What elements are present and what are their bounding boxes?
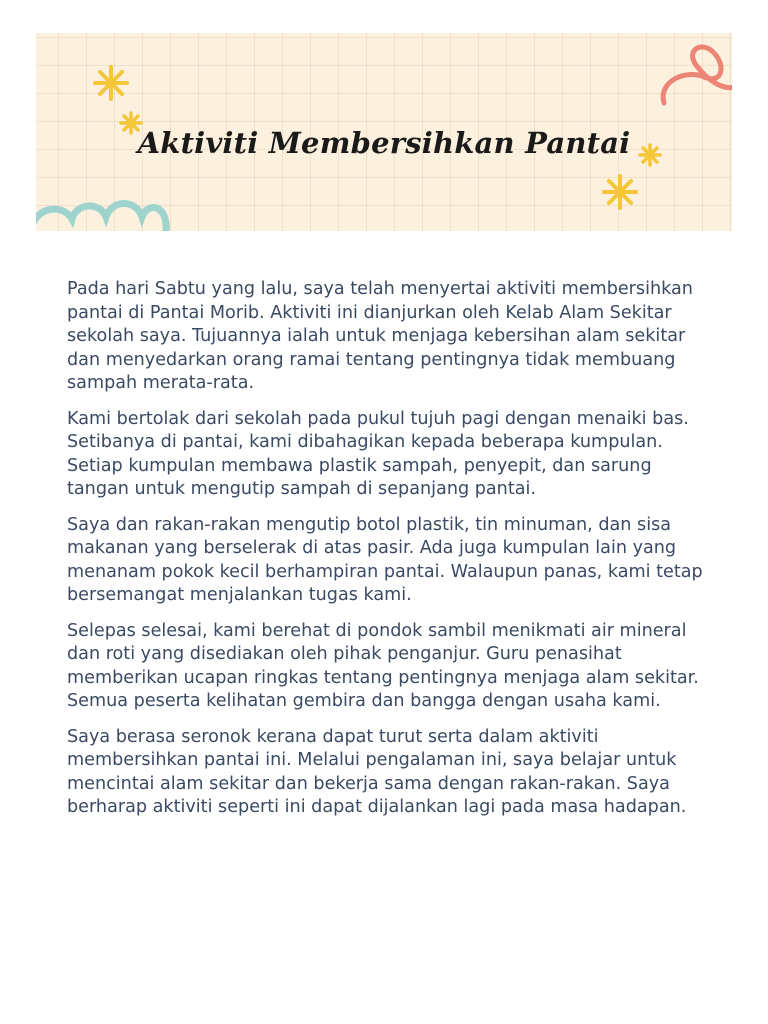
teal-squiggle-icon (36, 204, 166, 232)
paragraph: Pada hari Sabtu yang lalu, saya telah menyertai aktiviti membersihkan pantai di Pantai Morib. Aktiviti ini dianjurkan oleh Kelab Alam Sekitar sekolah saya. Tujuannya ialah untuk menjaga kebersihan alam sekitar dan menyedarkan orang ramai tentang pentingnya tidak membuang sampah merata-rata. (67, 279, 693, 393)
paragraph: Kami bertolak dari sekolah pada pukul tujuh pagi dengan menaiki bas. Setibanya di pantai, kami dibahagikan kepada beberapa kumpulan. Setiap kumpulan membawa plastik sampah, penyepit, dan sarung tangan untuk mengutip sampah di sepanjang pantai. (67, 408, 689, 499)
coral-swirl-icon (663, 47, 732, 103)
yellow-star-icon (604, 176, 636, 208)
paragraph: Saya dan rakan-rakan mengutip botol plastik, tin minuman, dan sisa makanan yang berselerak di atas pasir. Ada juga kumpulan lain yang menanam pokok kecil berhampiran pantai. Walaupun panas, kami tetap bersemangat menjalankan tugas kami. (67, 514, 703, 605)
yellow-star-icon (95, 67, 127, 99)
title-banner (36, 33, 732, 231)
paragraph: Selepas selesai, kami berehat di pondok sambil menikmati air mineral dan roti yang disediakan oleh pihak penganjur. Guru penasihat memberikan ucapan ringkas tentang pentingnya menjaga alam sekitar. Semua peserta kelihatan gembira dan bangga dengan usaha kami. (67, 620, 699, 711)
paragraph: Saya berasa seronok kerana dapat turut serta dalam aktiviti membersihkan pantai ini. Melalui pengalaman ini, saya belajar untuk mencintai alam sekitar dan bekerja sama dengan rakan-rakan. Saya berharap aktiviti seperti ini dapat dijalankan lagi pada masa hadapan. (67, 726, 687, 817)
document-title: Aktiviti Membersihkan Pantai (137, 126, 631, 160)
document-body (67, 278, 707, 832)
